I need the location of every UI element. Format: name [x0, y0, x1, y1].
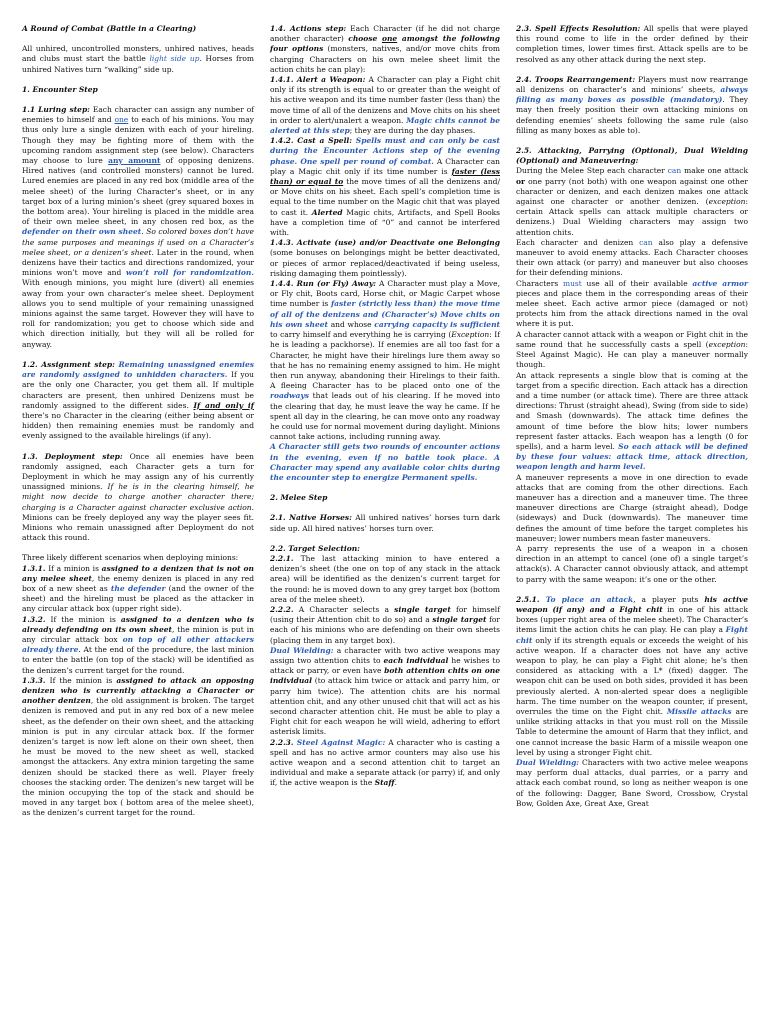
- text: , the enemy denizen is placed in any red box of a new sheet as: [22, 573, 254, 593]
- belonging-paragraph: [270, 238, 500, 279]
- maneuver-definition-paragraph: [516, 473, 748, 544]
- emphasis: must: [562, 278, 582, 288]
- emphasis: Spells must and can only be cast during the Encounter Actions step of the evening phase. One spell per round of combat.: [270, 136, 500, 166]
- text: (to attack him twice or attack and parry him, or parry him twice). The attention chits are his normal attention chit, and any other unused chit that will act as his second character attention chit. He must be able to play a Fight chit for each weapon he will wield, adhering to effort asterisk limits.: [270, 676, 500, 737]
- no-cast-attack-paragraph: [516, 330, 748, 371]
- encounter-note: [270, 442, 500, 483]
- text: All spells that were played this round come to life in the order defined by their completion times, lower times first. Attack spells are to be resolved as any other attack during the next step.: [516, 24, 748, 64]
- target-selection-2: [270, 605, 500, 646]
- text: A character cannot attack with a weapon or Fight chit in the same round that he successfully casts a spell (: [516, 329, 748, 349]
- text: use all of their available: [581, 278, 693, 288]
- text: : Steel Against Magic). He can play a maneuver normally though.: [516, 339, 748, 370]
- text: also play a defensive maneuver to avoid enemy attacks. Each Character chooses their own attack (or parry) and maneuver but also chooses for their defending minions.: [516, 237, 748, 278]
- heading-encounter-step: [22, 85, 254, 95]
- emphasis: Dual Wielding:: [516, 758, 580, 768]
- subheading: 2.2.1.: [270, 553, 294, 563]
- emphasis: A Character still gets two rounds of encounter actions in the evening, even if no battle took place. A Character may spend any available color chits during the encounter step to energize Permanent spells.: [270, 442, 500, 482]
- emphasis: assigned to a denizen that is not on any melee sheet: [22, 563, 254, 583]
- text: . They may then freely position their own attacking minions on defending enemies’ sheets following the same rule (also filling as many boxes as able to).: [516, 95, 748, 135]
- text: A parry represents the use of a weapon in a chosen direction in an attempt to cancel (one of) a single target’s attack(s). A Character cannot obviously attack, and attempt to parry with the same weapon: it’s one or the other.: [516, 543, 748, 584]
- text: Magic chits, Artifacts, and Spell Books have a completion time of “0” and cannot be interfered with.: [270, 207, 500, 238]
- intro-paragraph: [22, 44, 254, 75]
- emphasis: single target: [394, 604, 451, 614]
- text: to carry himself and everything he is carrying (: [270, 330, 452, 340]
- text: only if its strength equals or exceeds the weight of his active weapon. If a character does not have any active weapon to play, he can play a Fight chit alone; he’s then considered as attacking with a L* (fixed) dagger. The weapon chit can be used on both sides, provided it has been previously alerted. A non-alerted spear does a negligible harm. The time number on the weapon counter, if present, overrules the time on the Fight chit.: [516, 635, 748, 716]
- native-horses-paragraph: [270, 513, 500, 533]
- text: Minions can be freely deployed any way the player sees fit. Minions who remain unassigned after Deployment do not attack this round.: [22, 512, 254, 543]
- emphasis: any amount: [108, 156, 161, 166]
- emphasis: faster (less than) or equal to: [270, 166, 500, 187]
- subheading: 1.3.1.: [22, 563, 46, 573]
- subheading: 1.4.1. Alert a Weapon:: [270, 75, 366, 85]
- emphasis: Dual Wielding:: [270, 645, 334, 655]
- emphasis: To place an attack: [545, 594, 634, 604]
- text: a character with two active weapons may assign two attention chits to: [270, 645, 500, 665]
- dual-wielding-paragraph: [270, 646, 500, 738]
- italic-text: So colored boxes don’t have the same purposes and meanings if used on a Character’s melee sheet, or a denizen’s sheet.: [22, 227, 254, 257]
- text: : certain Attack spells can attack multiple characters or denizens.) Dual Wielding characters may assign two attention chits.: [516, 197, 748, 237]
- emphasis: can: [639, 237, 653, 247]
- text: A Character can play a Fight chit only if its strength is equal to or greater than the weight of his active weapon and its time number faster (less than) the move time of all of the denizens and Move chits on his sheet in order to alert/unalert a weapon.: [270, 75, 500, 125]
- text: Characters: [516, 278, 563, 288]
- place-attack-paragraph: [516, 595, 748, 758]
- attacking-heading: [516, 146, 748, 166]
- attacking-paragraph: [516, 166, 748, 237]
- text: make one attack: [681, 166, 748, 176]
- title-text: A Round of Combat (Battle in a Clearing): [22, 24, 197, 33]
- target-selection-heading: [270, 544, 500, 554]
- subheading: 1.3.3.: [22, 675, 46, 685]
- spell-effects-paragraph: [516, 24, 748, 65]
- subheading: 2.4. Troops Rearrangement:: [516, 74, 636, 84]
- italic-text: Exception: [451, 330, 490, 340]
- emphasis: the defender: [110, 583, 166, 593]
- defensive-paragraph: [516, 238, 748, 279]
- armor-paragraph: [516, 279, 748, 330]
- emphasis: or: [516, 176, 525, 186]
- assignment-step-paragraph: [22, 360, 254, 442]
- subheading: 2.1. Native Horses:: [270, 513, 352, 523]
- heading-text: 1. Encounter Step: [22, 84, 98, 94]
- text: If a minion is: [45, 563, 102, 573]
- text: (and the owner of the sheet) and the hireling must be placed as the attacker in any circular attack box (upper right side).: [22, 583, 254, 614]
- subheading: 2.2. Target Selection:: [270, 543, 360, 553]
- text: A character who is casting a spell and has no active armor counters may also use his active weapon and a second attention chit to target an individual and make a separate attack (or parry) if, and only if, the active weapon is the: [270, 737, 500, 788]
- text: A Character can play a Magic chit only if its time number is: [270, 156, 501, 176]
- column-2: [270, 24, 500, 789]
- emphasis: can: [667, 166, 682, 176]
- emphasis: active armor: [692, 278, 748, 288]
- emphasis: assigned to attack an opposing denizen who is currently attacking a Character or another denizen: [22, 675, 254, 706]
- emphasis: If and only if: [193, 400, 254, 410]
- heading-text: 2. Melee Step: [270, 493, 328, 503]
- emphasis: won’t roll for randomization.: [125, 268, 254, 278]
- subheading: 1.4.2. Cast a Spell:: [270, 136, 353, 146]
- alert-weapon-paragraph: [270, 75, 500, 136]
- text: Characters with two active melee weapons may perform dual attacks, dual parries, or a parry and attack each combat round, so long as neither weapon is one of the following: Dagger, Bane Sword, Crossbow, Crystal Bow, Golden Axe, Great Axe, Great: [516, 758, 748, 808]
- text: for each of his minions who are defending on their own sheets (placing them in any target box).: [270, 615, 500, 645]
- subheading: 1.4.4. Run (or Fly) Away:: [270, 279, 376, 289]
- text: Later in the round, when denizens have their tactics and directions randomized, your minions won’t move and: [22, 247, 254, 278]
- emphasis: So each attack will be defined by these four values: attack time, attack direction, weapon length and harm level.: [516, 441, 748, 472]
- emphasis: Magic chits cannot be alerted at this step: [270, 115, 500, 136]
- emphasis: Alerted: [311, 207, 343, 217]
- text: of opposing denizens. Hired natives (and controlled monsters) cannot be lured. Lured enemies are placed in any red box (middle area of the melee sheet) of the luring Character’s sheet, or in any target box of a luring minion’s sheet (grey squared boxes in the bottom area). Your hireling is placed in the middle area of their own melee sheet, in any chosen red box, as the: [22, 156, 254, 227]
- text: pieces and place them in the corresponding areas of their melee sheet. Each active armor piece (damaged or not) protects him from the attack directions named in the oval where it is put.: [516, 288, 748, 329]
- text: The last attacking minion to have entered a denizen’s sheet (the one on top of any stack in the attack area) will be identified as the denizen’s current target for the round: he is moved down to any grey target box (bottom area of the melee sheet).: [270, 553, 500, 604]
- text: Each character and denizen: [516, 237, 640, 247]
- emphasis: faster (strictly less than) the move time of all of the denizens and (Character’s) Move chits on his own sheet: [270, 299, 500, 329]
- subheading: 1.1 Luring step:: [22, 105, 90, 115]
- text: If the minion is: [45, 675, 117, 685]
- text: there’s no Character in the clearing (either being absent or hidden) then remaining enemies must be randomly and evenly assigned to the available hirelings (if any).: [22, 410, 254, 441]
- subheading: 1.2. Assignment step:: [22, 359, 115, 369]
- emphasis: light side up: [149, 54, 200, 64]
- emphasis: both attention chits on one individual: [270, 666, 500, 686]
- parry-definition-paragraph: [516, 544, 748, 585]
- text: are unlike striking attacks in that you must roll on the Missile Table to determine the amount of Harm that they inflict, and one cannot increase the basic Harm of a missile weapon one level by using a stronger Fight chit.: [516, 707, 749, 757]
- text: one parry (not both) with one weapon against one other character or denizen, and each denizen makes one attack against one character or another denizen. (: [516, 176, 748, 207]
- text: Players must now rearrange all denizens on character’s and minions’ sheets,: [516, 74, 748, 95]
- italic-text: exception: [708, 197, 746, 207]
- subheading: 2.2.2.: [270, 604, 294, 614]
- text: and whose: [328, 319, 375, 329]
- text: to each of his minions. You may thus only lure a single denizen with each of your hireling. Though they may be fighting more of them with the upcoming random assignment step (see below). Characters may choose to lure: [22, 115, 255, 166]
- text: in one of his attack boxes (upper right area of the melee sheet). The Character’s items limit the action chits he can play. He can play a: [516, 604, 748, 635]
- emphasis: choose: [348, 34, 382, 44]
- emphasis: Remaining unassigned enemies are randomly assigned to unhidden characters.: [22, 359, 254, 380]
- italic-text: exception: [708, 339, 746, 349]
- text: that leads out of his clearing. If he moved into the clearing that day, he must leave the way he came. If he spent all day in the clearing, he can move onto any roadway he could use for normal movement during daylight. Minions cannot take actions, including running away.: [270, 391, 500, 442]
- text: ; they are during the day phases.: [349, 126, 476, 136]
- text: .: [141, 227, 147, 237]
- emphasis: one: [114, 115, 129, 125]
- text: With enough minions, you might lure (divert) all enemies away from your own character’s melee sheet. Deployment allows you to send multiple of your remaining unassigned minions against the same target. However they will have to roll for randomization; you get to choose which side and which direction initially, but they will all be rolled for anyway.: [22, 278, 254, 349]
- subheading: 2.3. Spell Effects Resolution:: [516, 24, 641, 33]
- text: A maneuver represents a move in one direction to evade attacks that are coming from the other directions. Each maneuver has a direction and a maneuver time. The three maneuver directions are Charge (straight ahead), Dodge (sideways) and Duck (downwards). The maneuver time defines the amount of time before the target completes his maneuver; lower numbers mean faster maneuvers.: [516, 472, 748, 543]
- emphasis: on top of all other attackers already there: [22, 634, 254, 655]
- subheading: 1.3. Deployment step:: [22, 451, 123, 461]
- subheading: 2.5. Attacking, Parrying (Optional), Dual Wielding (Optional) and Maneuvering:: [516, 146, 748, 166]
- luring-step-paragraph: [22, 105, 254, 350]
- attack-definition-paragraph: [516, 371, 748, 473]
- emphasis: Fight chit: [516, 625, 748, 645]
- text: A Character must play a Move, or Fly chit, Boots card, Horse chit, or Magic Carpet whose time number is: [270, 279, 500, 309]
- text: , the old assignment is broken. The target denizen is removed and put in any red box of a new melee sheet, as the defender on their own sheet, and the attacking minion is put in any circular attack box. If the former denizen’s target is now left alone on their own sheet, then he must be moved to the new sheet as well, stacked amongst the attackers. Any extra minion targeting the same denizen should be stacked there as well. Player freely chooses the stacking order. The denizen’s new target will be the minion occupying the top of the stack and should be moved in any target box ( bottom area of the melee sheet), as the denizen’s current target for the round.: [22, 696, 254, 818]
- troops-rearrangement-paragraph: [516, 75, 748, 136]
- emphasis: assigned to a denizen who is already defending on its own sheet: [22, 614, 254, 634]
- text: he wishes to attack or parry, or even have: [270, 655, 500, 676]
- dual-wielding-attack-paragraph: [516, 758, 748, 809]
- text: for himself (using their Attention chit to do so) and a: [270, 604, 500, 625]
- steel-against-magic-paragraph: [270, 738, 500, 789]
- column-3: [516, 24, 748, 809]
- text: , the minion is put in any circular attack box: [22, 624, 254, 644]
- target-selection-1: [270, 554, 500, 605]
- text: During the Melee Step each character: [516, 166, 668, 176]
- text: , a player puts: [633, 594, 705, 604]
- column-1: [22, 24, 254, 819]
- emphasis: each individual: [383, 655, 449, 665]
- emphasis: his active weapon (if any) and a Fight chit: [516, 594, 748, 614]
- subheading: 1.4. Actions step:: [270, 24, 347, 33]
- subheading: 1.4.3. Activate (use) and/or Deactivate one Belonging: [270, 238, 500, 248]
- emphasis: Steel Against Magic:: [293, 737, 386, 747]
- run-away-paragraph: [270, 279, 500, 442]
- subheading: 2.5.1.: [516, 594, 546, 604]
- emphasis: amongst the following four options: [270, 34, 500, 54]
- text: Each Character (if he did not charge another character): [270, 24, 500, 44]
- text: All unhired, uncontrolled monsters, unhired natives, heads and clubs must start the battle: [22, 44, 254, 64]
- section-title: [22, 24, 254, 34]
- scenario-1: [22, 564, 254, 615]
- heading-melee-step: [270, 493, 500, 503]
- scenario-3: [22, 676, 254, 819]
- text: Once all enemies have been randomly assigned, each Character gets a turn for Deployment in which he may assign any of his currently unassigned minions.: [22, 451, 254, 492]
- text: the move times of all the denizens and/ or Move chits on his sheet. Each spell’s completion time is equal to the time number on the Magic chit that was played to cast it.: [270, 177, 500, 217]
- text: Each character can assign any number of enemies to himself and: [22, 105, 254, 125]
- italic-text: If he is in the clearing himself, he might now decide to charge another character there; charging is a Character against character exclusive action.: [22, 482, 254, 512]
- text: If the minion is: [45, 614, 121, 624]
- emphasis: Missile attacks: [666, 707, 732, 716]
- emphasis: roadways: [270, 391, 309, 401]
- scenarios-intro: [22, 553, 254, 563]
- subheading: 1.3.2.: [22, 614, 46, 624]
- text: .: [394, 778, 397, 788]
- scenario-2: [22, 615, 254, 676]
- emphasis: defender on their own sheet: [22, 227, 142, 237]
- text: If you are the only one Character, you get them all. If multiple characters are present, then unhired Denizens must be randomly assigned to the different sides.: [22, 370, 254, 410]
- text: An attack represents a single blow that is coming at the target from a specific direction. Each attack has a direction and a time number (or attack time). There are three attack directions: Thrust (straight ahead), Swing (from side to side) and Smash (downwards). The attack time defines the amount of time before the blow hits; lower numbers represent faster attacks. Each weapon has a length (0 for spells), and a harm level.: [516, 370, 748, 451]
- deployment-step-paragraph: [22, 452, 254, 544]
- text: . Horses from unhired Natives turn “walking” side up.: [22, 54, 254, 74]
- text: (monsters, natives, and/or move chits from charging Characters on his own melee sheet limit the action chits he can play):: [270, 44, 500, 74]
- text: : If he is leading a packhorse). If enemies are all too fast for a Character, he might have their hirelings lure them away so that he has no remaining enemy assigned to him. He might then run anyway, abandoning their Hirelings to their faith. A fleeing Character has to be placed onto one of the: [270, 330, 501, 391]
- emphasis: one: [381, 34, 398, 44]
- actions-step-paragraph: [270, 24, 500, 75]
- emphasis: Staff: [374, 778, 395, 788]
- cast-spell-paragraph: [270, 136, 500, 238]
- subheading: 2.2.3.: [270, 737, 294, 747]
- text: . At the end of the procedure, the last minion to enter the battle (on top of the stack) will be identified as the denizen’s current target for the round.: [22, 645, 255, 675]
- emphasis: always filling as many boxes as possible (mandatory): [516, 85, 748, 105]
- text: A Character selects a: [293, 604, 395, 614]
- text: (some bonuses on belongings might be better deactivated, or pieces of armor replaced/deactivated if being useless, risking damaging them pointlessly).: [270, 248, 500, 278]
- text: All unhired natives’ horses turn dark side up. All hired natives’ horses turn over.: [270, 513, 500, 533]
- emphasis: single target: [432, 615, 487, 625]
- emphasis: carrying capacity is sufficient: [374, 319, 500, 329]
- text: Three likely different scenarios when deploying minions:: [22, 553, 239, 563]
